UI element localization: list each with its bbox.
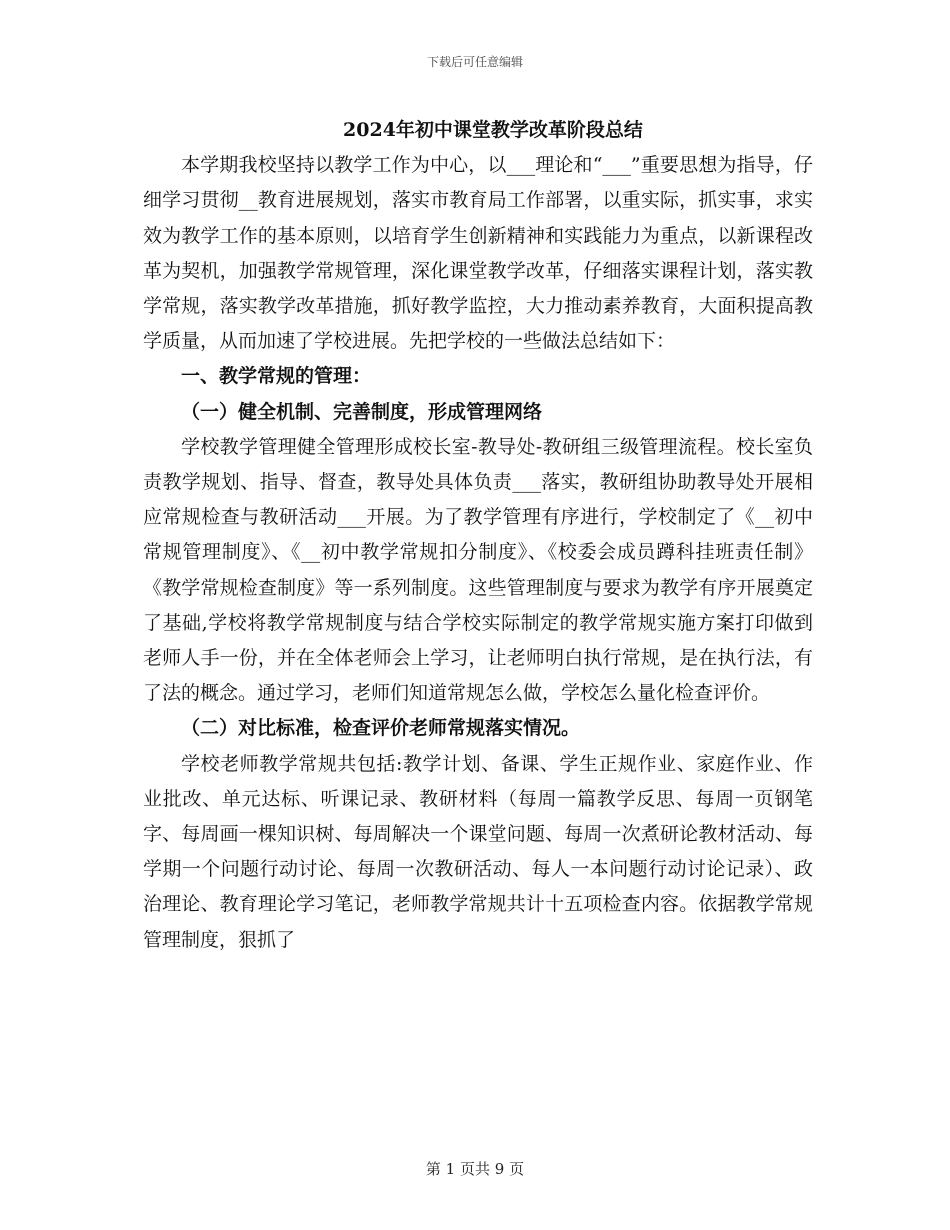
section-heading: 一、教学常规的管理：: [181, 365, 372, 388]
subsection-paragraph: 学校教学管理健全管理形成校长室-教导处-教研组三级管理流程。校长室负责教学规划、指导、督查，教导处具体负责___落实，教研组协助教导处开展相应常规检查与教研活动___开展。为了教学管理有序进行，学校制定了《__初中常规管理制度》、《__初中教学常规扣分制度》、《校委会成员蹲科挂班责任制》《教学常规检查制度》等一系列制度。这些管理制度与要求为教学有序开展奠定了基础,学校将教学常规制度与结合学校实际制定的教学常规实施方案打印做到老师人手一份，并在全体老师会上学习，让老师明白执行常规，是在执行法，有了法的概念。通过学习，老师们知道常规怎么做，学校怎么量化检查评价。: [143, 435, 813, 705]
page-header-note: 下载后可任意编辑: [426, 55, 523, 69]
subsection-heading: （二）对比标准，检查评价老师常规落实情况。: [181, 717, 581, 740]
page-number: 第 1 页共 9 页: [425, 1160, 525, 1178]
document-body: [143, 113, 813, 958]
subsection-paragraph: 学校老师教学常规共包括:教学计划、备课、学生正规作业、家庭作业、作业批改、单元达标、听课记录、教研材料（每周一篇教学反思、每周一页钢笔字、每周画一棵知识树、每周解决一个课堂问题、每周一次煮研论教材活动、每学期一个问题行动讨论、每周一次教研活动、每人一本问题行动讨论记录）、政治理论、教育理论学习笔记，老师教学常规共计十五项检查内容。依据教学常规管理制度，狠抓了: [143, 752, 813, 951]
intro-paragraph: 本学期我校坚持以教学工作为中心，以___理论和“___”重要思想为指导，仔细学习贯彻__教育进展规划，落实市教育局工作部署，以重实际，抓实事，求实效为教学工作的基本原则，以培育学生创新精神和实践能力为重点，以新课程改革为契机，加强教学常规管理，深化课堂教学改革，仔细落实课程计划，落实教学常规，落实教学改革措施，抓好教学监控，大力推动素养教育，大面积提高教学质量，从而加速了学校进展。先把学校的一些做法总结如下：: [143, 154, 813, 353]
document-title: 2024年初中课堂教学改革阶段总结: [343, 119, 643, 141]
subsection-heading: （一）健全机制、完善制度，形成管理网络: [181, 400, 543, 423]
